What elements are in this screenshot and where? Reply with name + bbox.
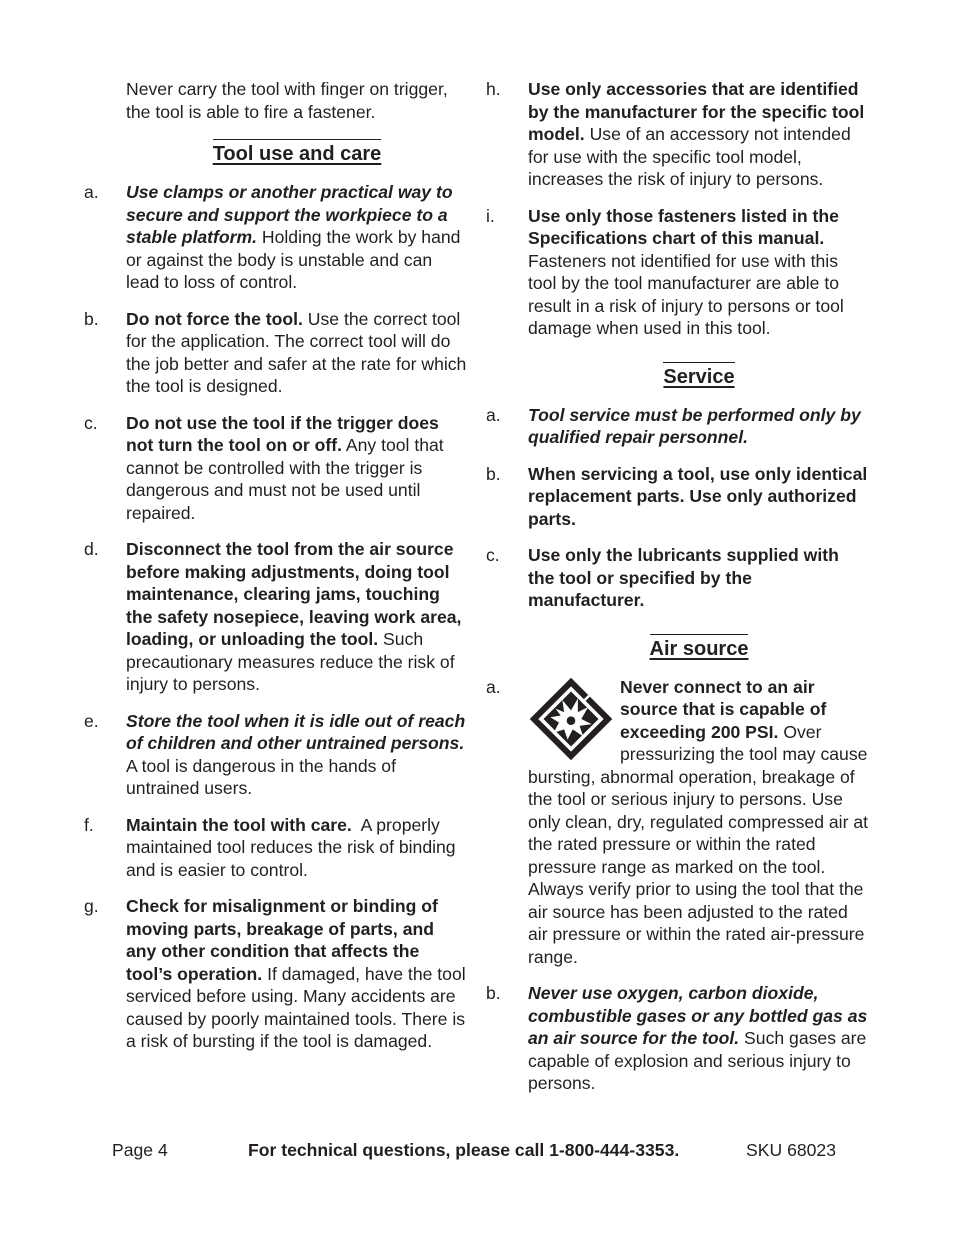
list-item: h. Use only accessories that are identified by the manufacturer for the specific tool model. Use of an accessory not intended for use with the specific tool model, increases the risk of injury to persons.	[486, 79, 865, 189]
list-item: c. Use only the lubricants supplied with the tool or specified by the manufacturer.	[486, 545, 839, 610]
sku-label: SKU 68023	[746, 1140, 836, 1160]
page-number: Page 4	[112, 1140, 168, 1160]
list-item: b. When servicing a tool, use only identical replacement parts. Use only authorized parts.	[486, 463, 868, 529]
list-item: e. Store the tool when it is idle out of reach of children and other untrained persons. A tool is dangerous in the hands of untrained users.	[84, 710, 466, 798]
list-item: c. Do not use the tool if the trigger does not turn the tool on or off. Any tool that cannot be controlled with the trigger is dangerous and must not be used until repaired.	[84, 412, 444, 523]
air-source-heading: Air source	[528, 634, 870, 661]
list-item: d. Disconnect the tool from the air source before making adjustments, doing tool maintenance, clearing jams, touching the safety nosepiece, leaving work area, loading, or unloading the tool. Such precautionary measures reduce the risk of injury to persons.	[84, 539, 462, 694]
intro-paragraph: Never carry the tool with finger on trigger, the tool is able to fire a fastener.	[126, 79, 448, 122]
list-item: b. Do not force the tool. Use the correct tool for the application. The correct tool will do the job better and safer at the rate for which the tool is designed.	[84, 308, 467, 396]
list-item: b. Never use oxygen, carbon dioxide, combustible gases or any bottled gas as an air source for the tool. Such gases are capable of explosion and serious injury to persons.	[486, 983, 868, 1093]
list-item: a. Use clamps or another practical way to secure and support the workpiece to a stable platform. Holding the work by hand or against the body is unstable and can lead to loss of control.	[84, 182, 461, 292]
list-item: a. Never connect to an air source that is capable of exceeding 200 PSI. Over pressurizing the tool may cause bursting, abnormal operation, breakage of the tool or serious injury to persons. Use only clean, dry, regulated compressed air at the rated pressure or within the rated pressure range as marked on the tool. Always verify prior to using the tool that the air source has been adjusted to the rated air pressure or within the rated air-pressure range.	[486, 676, 868, 967]
list-item: g. Check for misalignment or binding of moving parts, breakage of parts, and any other condition that affects the tool’s operation. If damaged, have the tool serviced before using. Many accidents are caused by poorly maintained tools. There is a risk of bursting if the tool is damaged.	[84, 896, 466, 1051]
list-item: a. Tool service must be performed only by qualified repair personnel.	[486, 404, 861, 447]
right-column	[486, 78, 870, 1109]
list-item: i. Use only those fasteners listed in the Specifications chart of this manual. Fasteners not identified for use with this tool by the tool manufacturer are able to result in a risk of injury to persons or tool damage when used in this tool.	[486, 205, 844, 338]
list-item: f. Maintain the tool with care. A properly maintained tool reduces the risk of binding and is easier to control.	[84, 814, 461, 880]
technical-phone-line: For technical questions, please call 1-800-444-3353.	[248, 1140, 680, 1160]
explosion-hazard-icon	[528, 676, 614, 762]
left-column	[84, 78, 468, 1067]
tool-use-heading: Tool use and care	[126, 139, 468, 166]
service-heading: Service	[528, 362, 870, 389]
